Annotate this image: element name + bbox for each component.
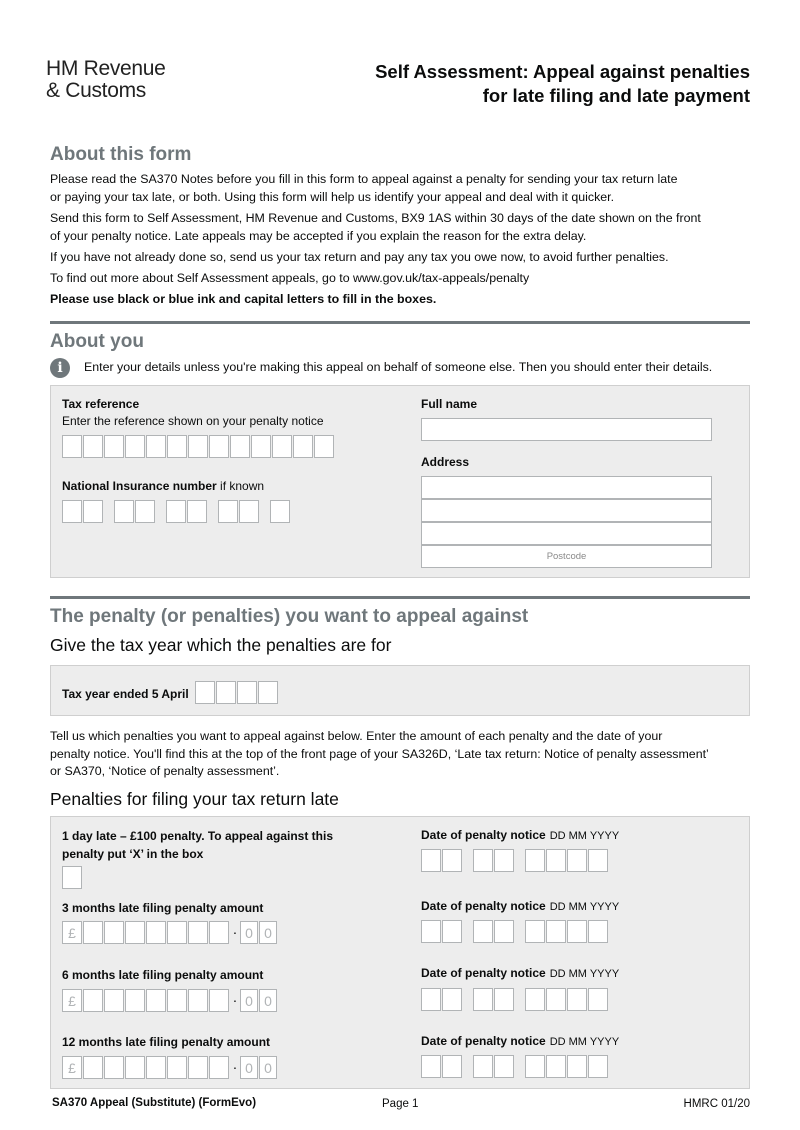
tax-ref-digit[interactable]	[293, 435, 313, 458]
logo-line-2: & Customs	[46, 79, 146, 102]
amount-digit[interactable]	[167, 989, 187, 1012]
ni-char[interactable]	[270, 500, 290, 523]
pence-zero: 0	[240, 921, 258, 944]
amount-digit[interactable]	[146, 1056, 166, 1079]
filing-penalties-subheading: Penalties for filing your tax return late	[50, 789, 339, 809]
decimal-point: ·	[232, 924, 238, 940]
amount-digit[interactable]	[125, 989, 145, 1012]
date-digit[interactable]	[567, 849, 587, 872]
date-digit[interactable]	[588, 920, 608, 943]
tax-ref-digit[interactable]	[167, 435, 187, 458]
date-digit[interactable]	[473, 920, 493, 943]
date-label-4: Date of penalty notice DD MM YYYY	[421, 1034, 620, 1048]
amount-digit[interactable]	[167, 1056, 187, 1079]
ni-char[interactable]	[114, 500, 134, 523]
tax-ref-digit[interactable]	[209, 435, 229, 458]
amount-digit[interactable]	[146, 989, 166, 1012]
postcode-field[interactable]: Postcode	[421, 545, 712, 568]
ni-number-boxes	[62, 500, 291, 523]
tax-ref-digit[interactable]	[83, 435, 103, 458]
ni-char[interactable]	[218, 500, 238, 523]
tax-ref-digit[interactable]	[314, 435, 334, 458]
date-boxes-3	[421, 988, 609, 1011]
date-digit[interactable]	[525, 920, 545, 943]
about-form-p4: To find out more about Self Assessment appeals, go to www.gov.uk/tax-appeals/penalty	[50, 271, 530, 285]
date-digit[interactable]	[546, 988, 566, 1011]
date-digit[interactable]	[588, 1055, 608, 1078]
form-title	[375, 60, 750, 108]
twelve-month-amount	[62, 1056, 278, 1079]
date-digit[interactable]	[567, 1055, 587, 1078]
tax-ref-digit[interactable]	[188, 435, 208, 458]
penalty-heading: The penalty (or penalties) you want to appeal against	[50, 606, 529, 627]
date-digit[interactable]	[567, 920, 587, 943]
date-digit[interactable]	[442, 849, 462, 872]
date-boxes-2	[421, 920, 609, 943]
date-digit[interactable]	[525, 1055, 545, 1078]
six-month-label: 6 months late filing penalty amount	[62, 968, 264, 982]
about-you-heading: About you	[50, 331, 144, 352]
date-digit[interactable]	[442, 1055, 462, 1078]
pence-zero: 0	[240, 1056, 258, 1079]
amount-digit[interactable]	[125, 1056, 145, 1079]
amount-digit[interactable]	[104, 1056, 124, 1079]
amount-digit[interactable]	[209, 1056, 229, 1079]
full-name-field[interactable]	[421, 418, 712, 441]
date-digit[interactable]	[588, 988, 608, 1011]
about-form-p2: Send this form to Self Assessment, HM Revenue and Customs, BX9 1AS within 30 days of the date shown on the front of your penalty notice. Late appeals may be accepted if you explain the reason for the extra delay.	[50, 211, 701, 243]
amount-digit[interactable]	[188, 1056, 208, 1079]
about-form-heading: About this form	[50, 144, 192, 165]
tax-year-digit[interactable]	[237, 681, 257, 704]
date-digit[interactable]	[473, 849, 493, 872]
section-divider	[50, 321, 750, 324]
logo-line-1: HM Revenue	[46, 57, 166, 80]
pence-zero: 0	[240, 989, 258, 1012]
about-you-info: Enter your details unless you're making this appeal on behalf of someone else. Then you should enter their details.	[84, 360, 713, 374]
date-boxes-1	[421, 849, 609, 872]
tax-ref-hint: Enter the reference shown on your penalty notice	[62, 414, 324, 428]
tax-ref-digit[interactable]	[125, 435, 145, 458]
currency-symbol: £	[62, 921, 82, 944]
about-form-p5: Please use black or blue ink and capital letters to fill in the boxes.	[50, 292, 437, 306]
decimal-point: ·	[232, 1059, 238, 1075]
date-digit[interactable]	[421, 1055, 441, 1078]
tax-ref-digit[interactable]	[272, 435, 292, 458]
date-digit[interactable]	[588, 849, 608, 872]
tax-year-subheading: Give the tax year which the penalties are for	[50, 635, 392, 655]
ni-char[interactable]	[62, 500, 82, 523]
footer-page-number: Page 1	[382, 1098, 419, 1110]
date-digit[interactable]	[494, 1055, 514, 1078]
three-month-label: 3 months late filing penalty amount	[62, 901, 264, 915]
ni-char[interactable]	[187, 500, 207, 523]
amount-digit[interactable]	[146, 921, 166, 944]
ni-char[interactable]	[135, 500, 155, 523]
amount-digit[interactable]	[83, 1056, 103, 1079]
amount-digit[interactable]	[188, 921, 208, 944]
info-icon: i	[50, 358, 70, 378]
date-digit[interactable]	[442, 988, 462, 1011]
pence-zero: 0	[259, 989, 277, 1012]
pence-zero: 0	[259, 1056, 277, 1079]
tax-ref-digit[interactable]	[104, 435, 124, 458]
date-digit[interactable]	[494, 849, 514, 872]
amount-digit[interactable]	[209, 921, 229, 944]
hmrc-logo	[46, 58, 166, 102]
date-digit[interactable]	[546, 920, 566, 943]
date-digit[interactable]	[473, 988, 493, 1011]
form-title-line-2: for late filing and late payment	[482, 85, 750, 106]
tax-year-digit[interactable]	[258, 681, 278, 704]
currency-symbol: £	[62, 1056, 82, 1079]
amount-digit[interactable]	[209, 989, 229, 1012]
date-label-2: Date of penalty notice DD MM YYYY	[421, 899, 620, 913]
about-form-text	[50, 170, 740, 311]
one-day-late-label: 1 day late – £100 penalty. To appeal against this penalty put ‘X’ in the box	[62, 829, 333, 861]
tax-ref-label: Tax reference	[62, 397, 140, 411]
ni-char[interactable]	[239, 500, 259, 523]
date-digit[interactable]	[473, 1055, 493, 1078]
decimal-point: ·	[232, 992, 238, 1008]
amount-digit[interactable]	[188, 989, 208, 1012]
footer-form-id: SA370 Appeal (Substitute) (FormEvo)	[52, 1097, 257, 1109]
date-digit[interactable]	[525, 988, 545, 1011]
form-title-line-1: Self Assessment: Appeal against penalties	[375, 61, 750, 82]
tax-ref-digit[interactable]	[251, 435, 271, 458]
date-digit[interactable]	[421, 920, 441, 943]
date-digit[interactable]	[494, 920, 514, 943]
tax-year-digit[interactable]	[216, 681, 236, 704]
tax-ref-boxes	[62, 435, 335, 458]
address-label: Address	[421, 455, 470, 469]
section-divider	[50, 596, 750, 599]
pence-zero: 0	[259, 921, 277, 944]
date-digit[interactable]	[546, 849, 566, 872]
date-digit[interactable]	[494, 988, 514, 1011]
one-day-late-checkbox[interactable]	[62, 866, 82, 889]
about-form-p3: If you have not already done so, send us your tax return and pay any tax you owe now, to avoid further penalties.	[50, 250, 669, 264]
date-digit[interactable]	[421, 988, 441, 1011]
address-line-1[interactable]	[421, 476, 712, 499]
about-form-p1: Please read the SA370 Notes before you fill in this form to appeal against a penalty for sending your tax return late or paying your tax late, or both. Using this form will help us identify your appeal and deal with it quicker.	[50, 172, 678, 204]
ni-char[interactable]	[83, 500, 103, 523]
three-month-amount	[62, 921, 278, 944]
full-name-label: Full name	[421, 397, 478, 411]
tax-ref-digit[interactable]	[146, 435, 166, 458]
amount-digit[interactable]	[125, 921, 145, 944]
twelve-month-label: 12 months late filing penalty amount	[62, 1035, 271, 1049]
amount-digit[interactable]	[83, 989, 103, 1012]
ni-number-label: National Insurance number if known	[62, 479, 265, 493]
date-digit[interactable]	[567, 988, 587, 1011]
amount-digit[interactable]	[104, 921, 124, 944]
ni-char[interactable]	[166, 500, 186, 523]
date-digit[interactable]	[546, 1055, 566, 1078]
tax-year-boxes	[195, 681, 279, 704]
date-boxes-4	[421, 1055, 609, 1078]
footer-version: HMRC 01/20	[683, 1098, 750, 1110]
date-digit[interactable]	[525, 849, 545, 872]
date-digit[interactable]	[442, 920, 462, 943]
tax-ref-digit[interactable]	[62, 435, 82, 458]
currency-symbol: £	[62, 989, 82, 1012]
tax-year-digit[interactable]	[195, 681, 215, 704]
amount-digit[interactable]	[104, 989, 124, 1012]
address-line-2[interactable]	[421, 499, 712, 522]
date-label-3: Date of penalty notice DD MM YYYY	[421, 966, 620, 980]
address-line-3[interactable]	[421, 522, 712, 545]
date-digit[interactable]	[421, 849, 441, 872]
amount-digit[interactable]	[167, 921, 187, 944]
date-label-1: Date of penalty notice DD MM YYYY	[421, 828, 620, 842]
six-month-amount	[62, 989, 278, 1012]
amount-digit[interactable]	[83, 921, 103, 944]
penalty-instructions: Tell us which penalties you want to appeal against below. Enter the amount of each penalty and the date of your penalty notice. You'll find this at the top of the front page of your SA326D, ‘Late tax return: Notice of penalty assessment’ or SA370, ‘Notice of penalty assessment’.	[50, 729, 709, 778]
tax-ref-digit[interactable]	[230, 435, 250, 458]
tax-year-label: Tax year ended 5 April	[62, 687, 189, 701]
